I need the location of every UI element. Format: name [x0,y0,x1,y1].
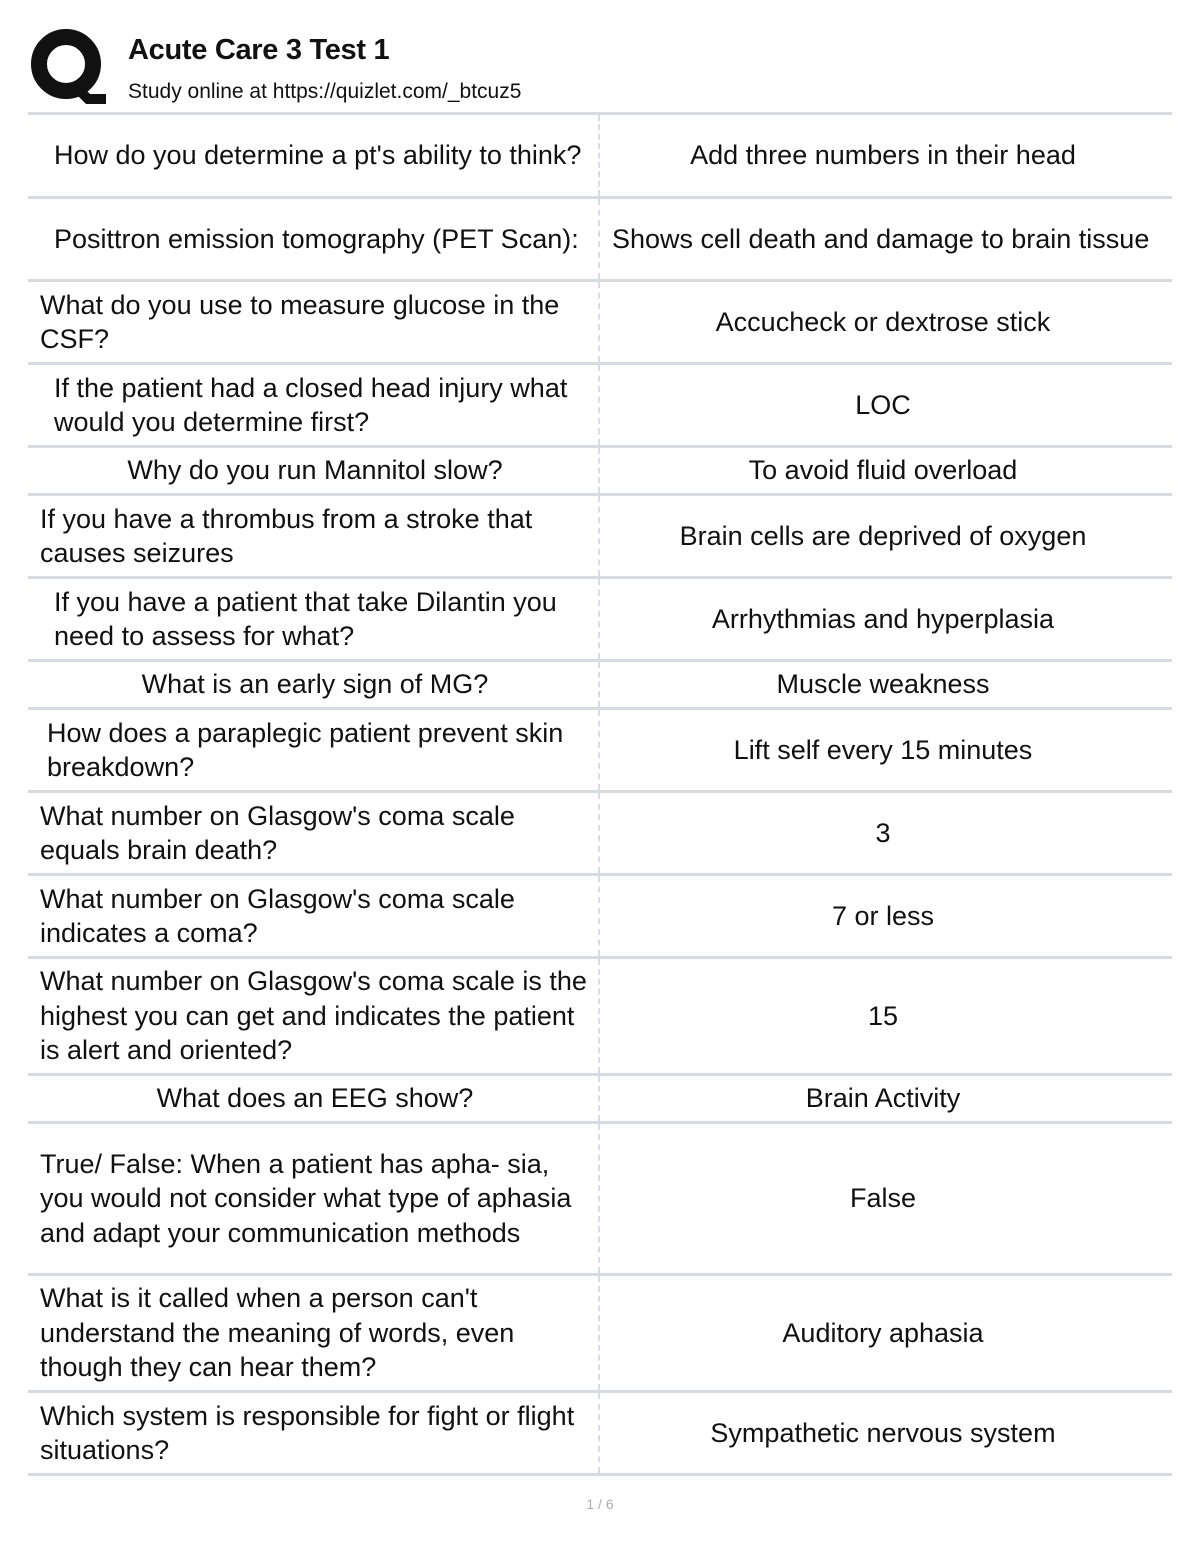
card-row [28,1076,1172,1124]
card-term: Posittron emission tomography (PET Scan): [28,199,600,279]
card-definition: 7 or less [831,900,935,931]
card-term: If the patient had a closed head injury what would you determine first? [28,365,600,445]
card-term: What does an EEG show? [28,1076,600,1121]
card-term: How does a paraplegic patient prevent skin breakdown? [28,710,600,790]
card-definition: 3 [875,817,891,848]
card-definition: False [849,1183,917,1214]
quizlet-q-logo [30,28,106,104]
card-term: How do you determine a pt's ability to think? [28,115,600,196]
card-term: If you have a thrombus from a stroke that causes seizures [28,496,600,576]
card-row [28,1393,1172,1476]
document-title: Acute Care 3 Test 1 [128,34,390,66]
card-term: Which system is responsible for fight or flight situations? [28,1393,600,1473]
study-link[interactable]: Study online at https://quizlet.com/_btcuz5 [128,80,522,103]
card-row [28,959,1172,1076]
card-row [28,876,1172,959]
card-row [28,579,1172,662]
card-definition: Brain cells are deprived of oxygen [679,520,1087,551]
card-term: True/ False: When a patient has apha- sia, you would not consider what type of aphasia and adapt your communication methods [28,1124,600,1273]
card-row [28,448,1172,496]
card-definition: LOC [855,389,911,420]
card-row [28,710,1172,793]
card-definition: Muscle weakness [776,669,990,700]
card-row [28,1276,1172,1393]
document-header [28,28,1172,110]
card-row [28,496,1172,579]
card-definition: Auditory aphasia [782,1317,984,1348]
card-row [28,365,1172,448]
card-row [28,115,1172,199]
card-row [28,282,1172,365]
card-row [28,1124,1172,1276]
card-definition: Accucheck or dextrose stick [715,306,1051,337]
card-row [28,793,1172,876]
card-term: If you have a patient that take Dilantin you need to assess for what? [28,579,600,659]
flashcard-table [28,112,1172,1476]
card-definition: Sympathetic nervous system [710,1417,1056,1448]
card-term: What is it called when a person can't understand the meaning of words, even though they can hear them? [28,1276,600,1390]
card-term: What number on Glasgow's coma scale equals brain death? [28,793,600,873]
card-row [28,662,1172,710]
card-definition: Arrhythmias and hyperplasia [711,603,1055,634]
card-definition: Brain Activity [805,1083,961,1114]
card-term: What do you use to measure glucose in the CSF? [28,282,600,362]
card-term: What is an early sign of MG? [28,662,600,707]
card-definition: Lift self every 15 minutes [733,734,1033,765]
card-definition: To avoid fluid overload [748,455,1018,486]
card-term: What number on Glasgow's coma scale is the highest you can get and indicates the patient is alert and oriented? [28,959,600,1073]
card-term: Why do you run Mannitol slow? [28,448,600,493]
card-definition: Add three numbers in their head [690,140,1076,171]
card-term: What number on Glasgow's coma scale indicates a coma? [28,876,600,956]
card-definition: Shows cell death and damage to brain tissue [612,223,1150,254]
card-row [28,199,1172,282]
page-number: 1 / 6 [586,1496,614,1512]
card-definition: 15 [867,1000,899,1031]
